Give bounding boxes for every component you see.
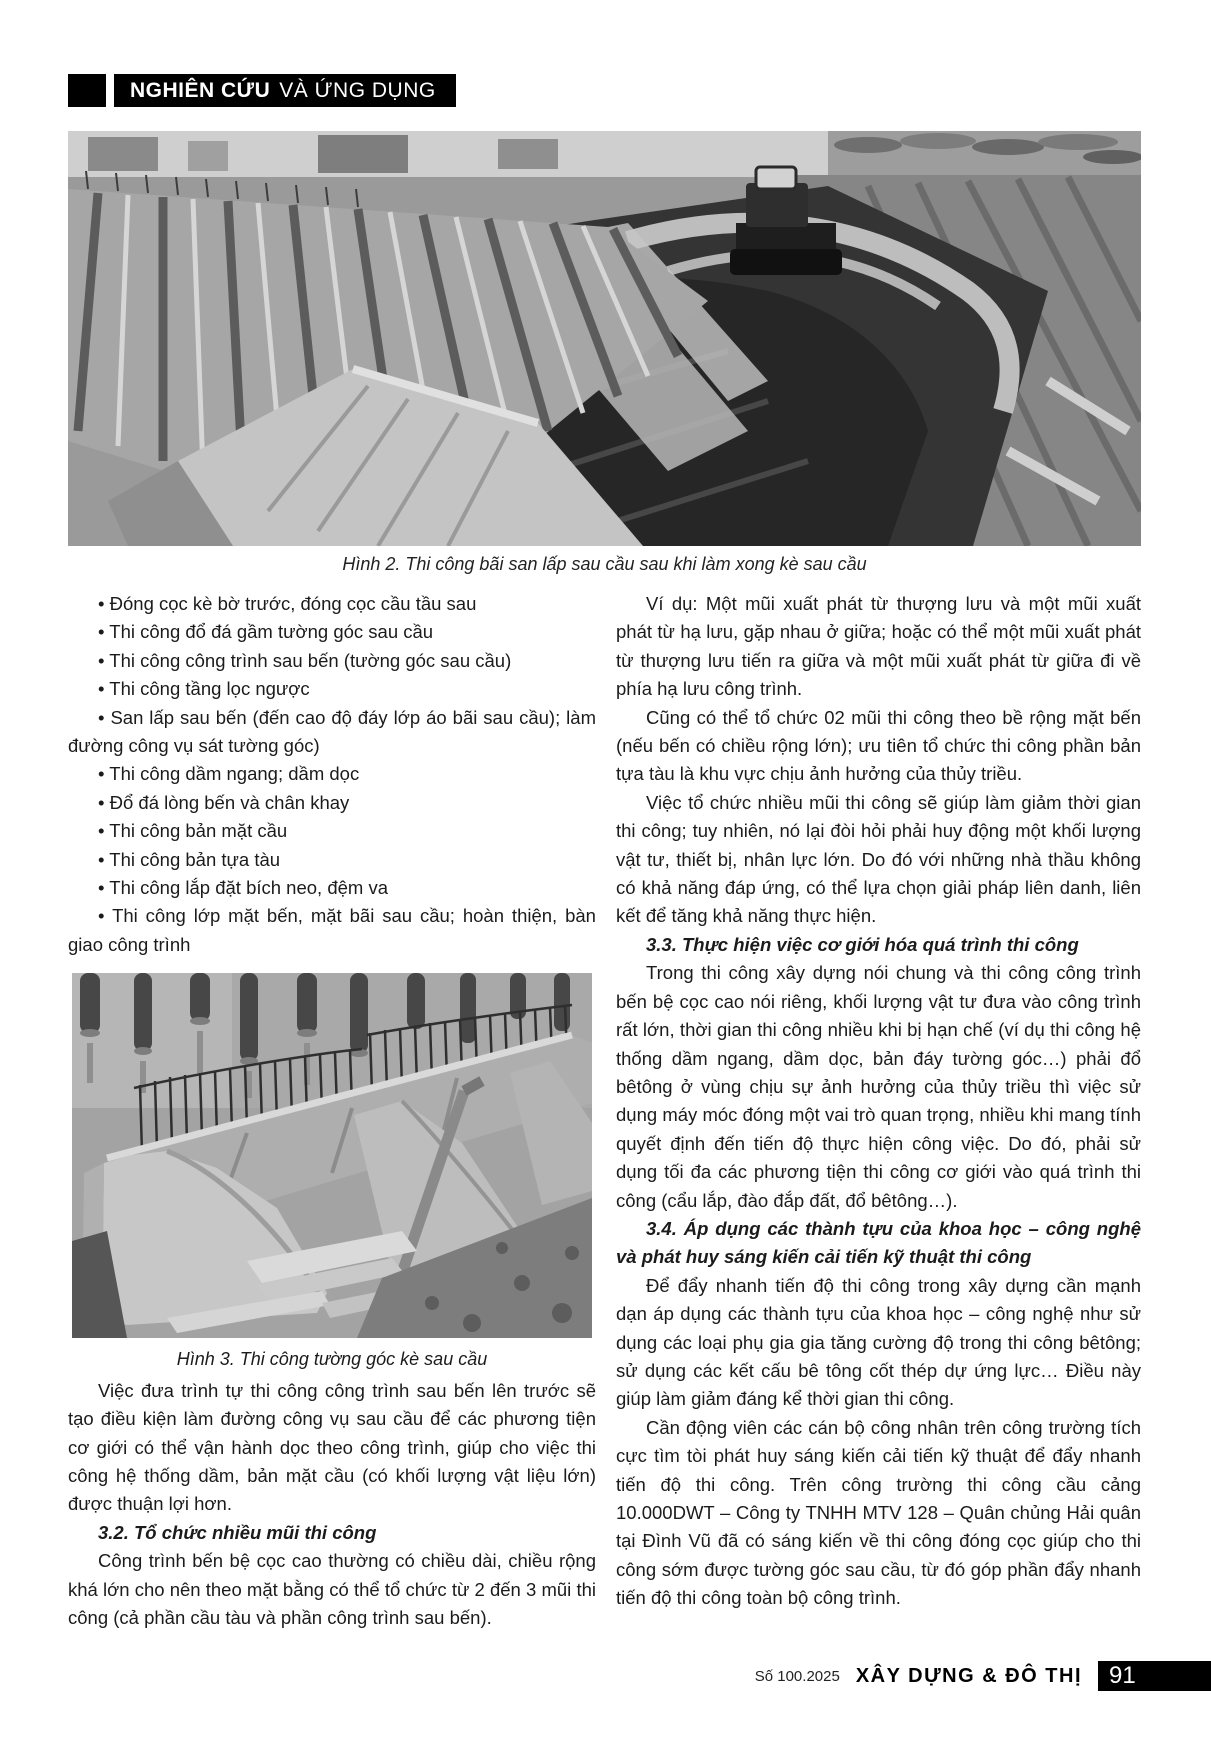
bullet-item: • Thi công bản mặt cầu bbox=[68, 817, 596, 845]
bullet-item: • Thi công tầng lọc ngược bbox=[68, 675, 596, 703]
left-column bbox=[68, 590, 596, 1632]
paragraph: Việc tổ chức nhiều mũi thi công sẽ giúp làm giảm thời gian thi công; tuy nhiên, nó lại đòi hỏi phải huy động một khối lượng vật tư, thiết bị, nhân lực lớn. Do đó với những nhà thầu không có khả năng đáp ứng, có thể lựa chọn giải pháp liên danh, liên kết để tăng khả năng thực hiện. bbox=[616, 791, 1141, 927]
page-footer bbox=[755, 1660, 1211, 1692]
paragraph: Việc đưa trình tự thi công công trình sau bến lên trước sẽ tạo điều kiện làm đường công vụ sau cầu để các phương tiện cơ giới có thể vận hành dọc theo công trình, giúp cho việc thi công hệ thống dầm, bản mặt cầu (có khối lượng vật liệu lớn) được thuận lợi hơn. bbox=[68, 1379, 596, 1515]
right-column bbox=[616, 590, 1141, 1613]
bullet-item: • San lấp sau bến (đến cao độ đáy lớp áo bãi sau cầu); làm đường công vụ sát tường góc) bbox=[68, 704, 596, 761]
header-accent-square bbox=[68, 74, 106, 107]
header-title-regular: VÀ ỨNG DỤNG bbox=[279, 78, 436, 102]
bullet-item: • Thi công bản tựa tàu bbox=[68, 846, 596, 874]
header-title-bold: NGHIÊN CỨU bbox=[130, 78, 271, 102]
paragraph: Cần động viên các cán bộ công nhân trên công trường tích cực tìm tòi phát huy sáng kiến cải tiến kỹ thuật để đẩy nhanh tiến độ thi công. Trên công trường thi công cầu cảng 10.000DWT – Công ty TNHH MTV 128 – Quân chủng Hải quân tại Đình Vũ đã có sáng kiến về thi công đóng cọc giúp cho thi công sớm được tường góc sau cầu, từ đó góp phần đẩy nhanh tiến độ thi công toàn bộ công trình. bbox=[616, 1416, 1141, 1609]
paragraph: Để đẩy nhanh tiến độ thi công trong xây dựng cần mạnh dạn áp dụng các thành tựu của khoa học – công nghệ như sử dụng các loại phụ gia gia tăng cường độ trong thi công bêtông; sử dụng các kết cấu bê tông cốt thép dự ứng lực… Điều này giúp làm giảm đáng kể thời gian thi công. bbox=[616, 1274, 1141, 1410]
section-heading-3-4: 3.4. Áp dụng các thành tựu của khoa học – công nghệ và phát huy sáng kiến cải tiến kỹ thuật thi công bbox=[616, 1217, 1141, 1268]
paragraph: Ví dụ: Một mũi xuất phát từ thượng lưu và một mũi xuất phát từ hạ lưu, gặp nhau ở giữa; hoặc có thể một mũi xuất phát từ thượng lưu tiến ra giữa và một mũi xuất phát từ giữa đi về phía hạ lưu công trình. bbox=[616, 593, 1141, 700]
page-number: 91 bbox=[1098, 1661, 1211, 1691]
figure3-caption: Hình 3. Thi công tường góc kè sau cầu bbox=[176, 1349, 488, 1370]
bullet-item: • Thi công công trình sau bến (tường góc sau cầu) bbox=[68, 647, 596, 675]
bullet-item: • Đổ đá lòng bến và chân khay bbox=[68, 789, 596, 817]
figure2-caption: Hình 2. Thi công bãi san lấp sau cầu sau khi làm xong kè sau cầu bbox=[342, 554, 867, 574]
paragraph: Trong thi công xây dựng nói chung và thi công công trình bến bệ cọc cao nói riêng, khối lượng vật tư đưa vào công trình rất lớn, thời gian thi công nhiều khi bị hạn chế (ví dụ thi công hệ thống dầm ngang, dầm dọc, bản đáy tường góc…) phải đổ bêtông ở vùng chịu sự ảnh hưởng của thủy triều thì việc sử dụng máy móc đóng một vai trò quan trọng, nhiều khi mang tính quyết định đến tiến độ thực hiện công việc. Do đó, phải sử dụng tối đa các phương tiện thi công cơ giới vào quá trình thi công (cẩu lắp, đào đắp đất, đổ bêtông…). bbox=[616, 962, 1141, 1211]
section-heading-3-2: 3.2. Tổ chức nhiều mũi thi công bbox=[98, 1521, 377, 1543]
figure3-photo bbox=[72, 973, 592, 1338]
journal-title: XÂY DỰNG & ĐÔ THỊ bbox=[855, 1664, 1082, 1687]
page-header bbox=[114, 74, 456, 107]
bullet-item: • Thi công dầm ngang; dầm dọc bbox=[68, 760, 596, 788]
section-heading-3-3: 3.3. Thực hiện việc cơ giới hóa quá trình thi công bbox=[646, 933, 1079, 955]
paragraph: Cũng có thể tổ chức 02 mũi thi công theo bề rộng mặt bến (nếu bến có chiều rộng lớn); ưu tiên tổ chức thi công phần bản tựa tàu là khu vực chịu ảnh hưởng của thủy triều. bbox=[616, 706, 1141, 785]
bullet-item: • Thi công lớp mặt bến, mặt bãi sau cầu; hoàn thiện, bàn giao công trình bbox=[68, 902, 596, 959]
bullet-item: • Thi công đổ đá gầm tường góc sau cầu bbox=[68, 618, 596, 646]
figure2-photo bbox=[68, 131, 1141, 546]
bullet-item: • Thi công lắp đặt bích neo, đệm va bbox=[68, 874, 596, 902]
issue-number: Số 100.2025 bbox=[754, 1667, 840, 1685]
paragraph: Công trình bến bệ cọc cao thường có chiều dài, chiều rộng khá lớn cho nên theo mặt bằng có thể tổ chức từ 2 đến 3 mũi thi công (cả phần cầu tàu và phần công trình sau bến). bbox=[68, 1550, 596, 1628]
bullet-item: • Đóng cọc kè bờ trước, đóng cọc cầu tầu sau bbox=[68, 590, 596, 618]
